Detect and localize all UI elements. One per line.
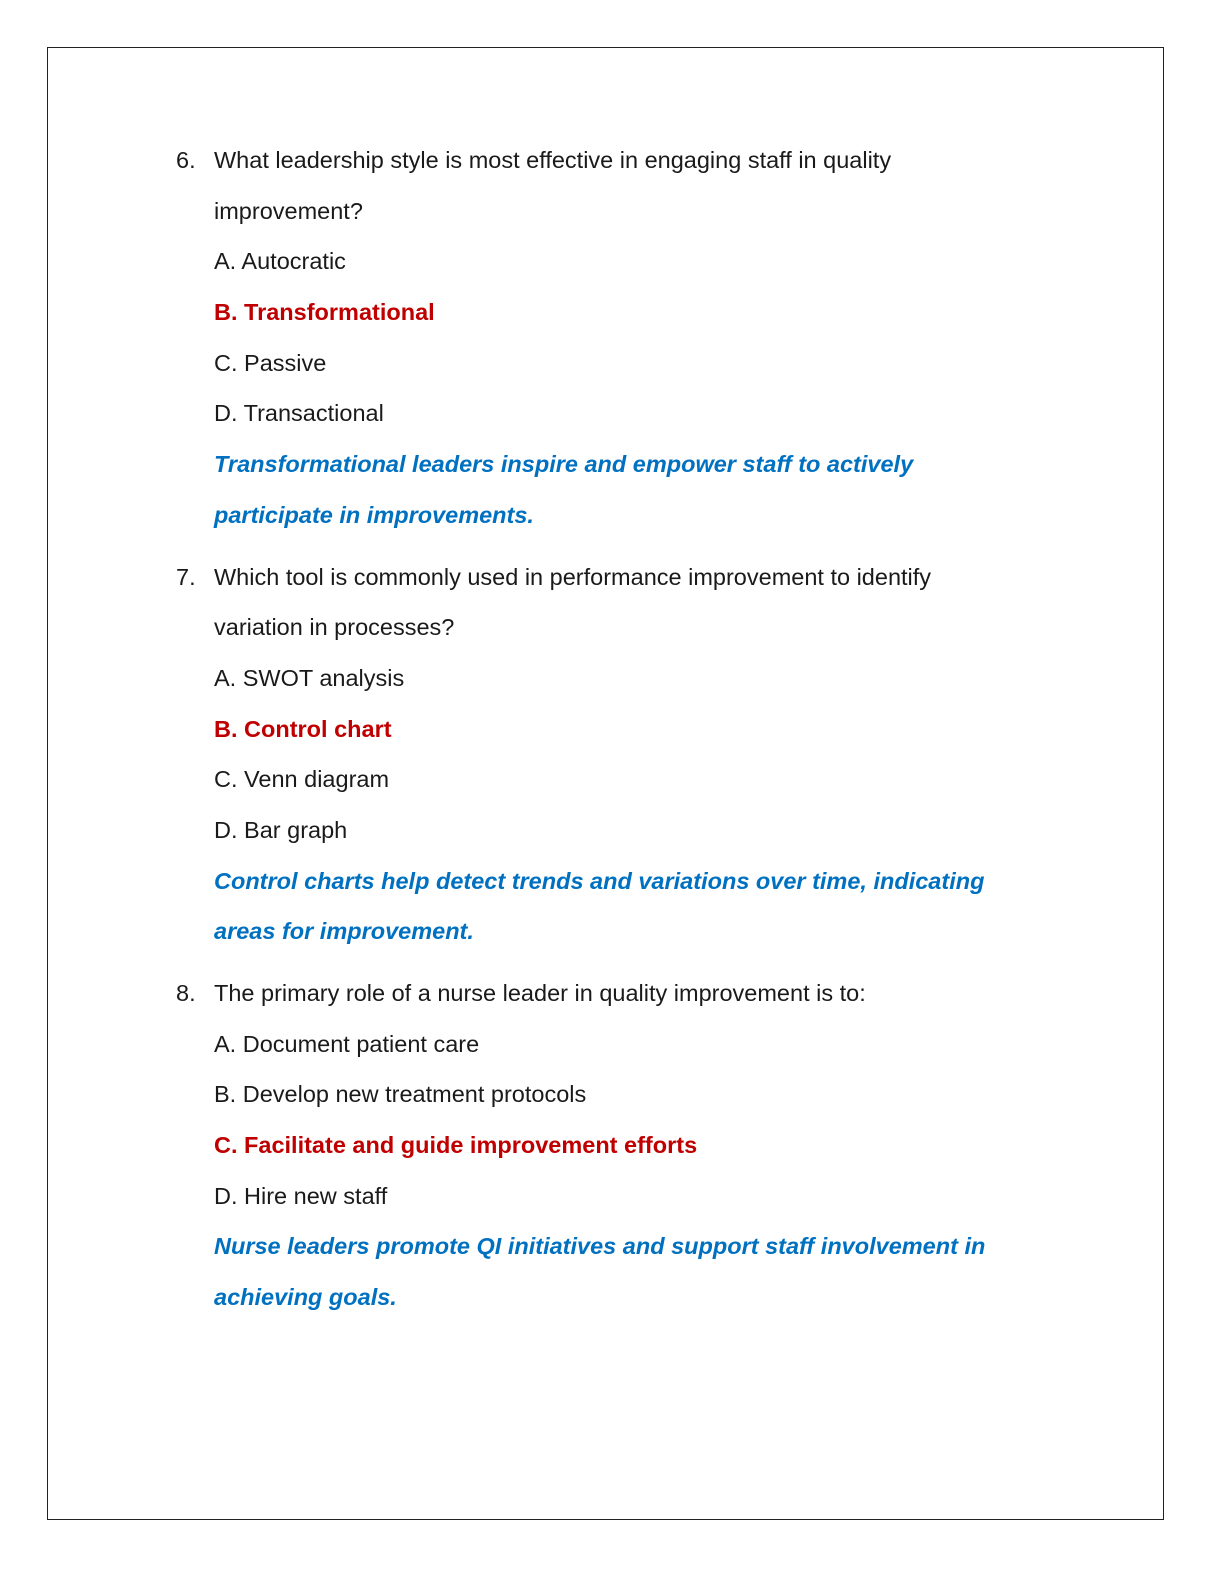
- question-stem-text: What leadership style is most effective in engaging staff in quality: [214, 147, 892, 173]
- question-number: 8.: [176, 980, 196, 1006]
- option-b: B. Develop new treatment protocols: [214, 1081, 587, 1108]
- question-number: 7.: [176, 563, 196, 590]
- question-list: [0, 135, 1224, 1334]
- option-d: D. Transactional: [214, 400, 384, 427]
- question-stem-line: [0, 968, 1224, 1019]
- explanation-line: Transformational leaders inspire and empower staff to actively: [214, 451, 914, 478]
- question-number: 6.: [176, 147, 196, 173]
- option-a: A. Autocratic: [214, 248, 346, 275]
- question-8: [0, 968, 1224, 1323]
- option-c: C. Passive: [214, 349, 327, 376]
- option-c-correct: C. Facilitate and guide improvement efforts: [214, 1132, 698, 1159]
- explanation-line: participate in improvements.: [214, 501, 534, 528]
- question-stem-line: [0, 135, 1224, 186]
- explanation-line: Nurse leaders promote QI initiatives and support staff involvement in: [214, 1233, 986, 1260]
- explanation-line: areas for improvement.: [214, 918, 474, 945]
- explanation-line: Control charts help detect trends and variations over time, indicating: [214, 867, 985, 894]
- explanation-line: achieving goals.: [214, 1284, 397, 1311]
- question-7: [0, 552, 1224, 958]
- option-c: C. Venn diagram: [214, 766, 390, 793]
- question-stem-text: Which tool is commonly used in performance improvement to identify: [214, 563, 932, 590]
- option-a: A. Document patient care: [214, 1030, 480, 1057]
- option-d: D. Bar graph: [214, 816, 348, 843]
- option-b-correct: B. Transformational: [214, 299, 435, 326]
- option-b-correct: B. Control chart: [214, 715, 392, 742]
- question-stem-line: improvement?: [214, 197, 363, 224]
- question-stem-line: variation in processes?: [214, 614, 455, 641]
- question-stem-text: The primary role of a nurse leader in quality improvement is to:: [214, 980, 866, 1006]
- question-6: [0, 135, 1224, 541]
- option-a: A. SWOT analysis: [214, 664, 405, 691]
- option-d: D. Hire new staff: [214, 1182, 388, 1209]
- question-stem-line: [0, 552, 1224, 603]
